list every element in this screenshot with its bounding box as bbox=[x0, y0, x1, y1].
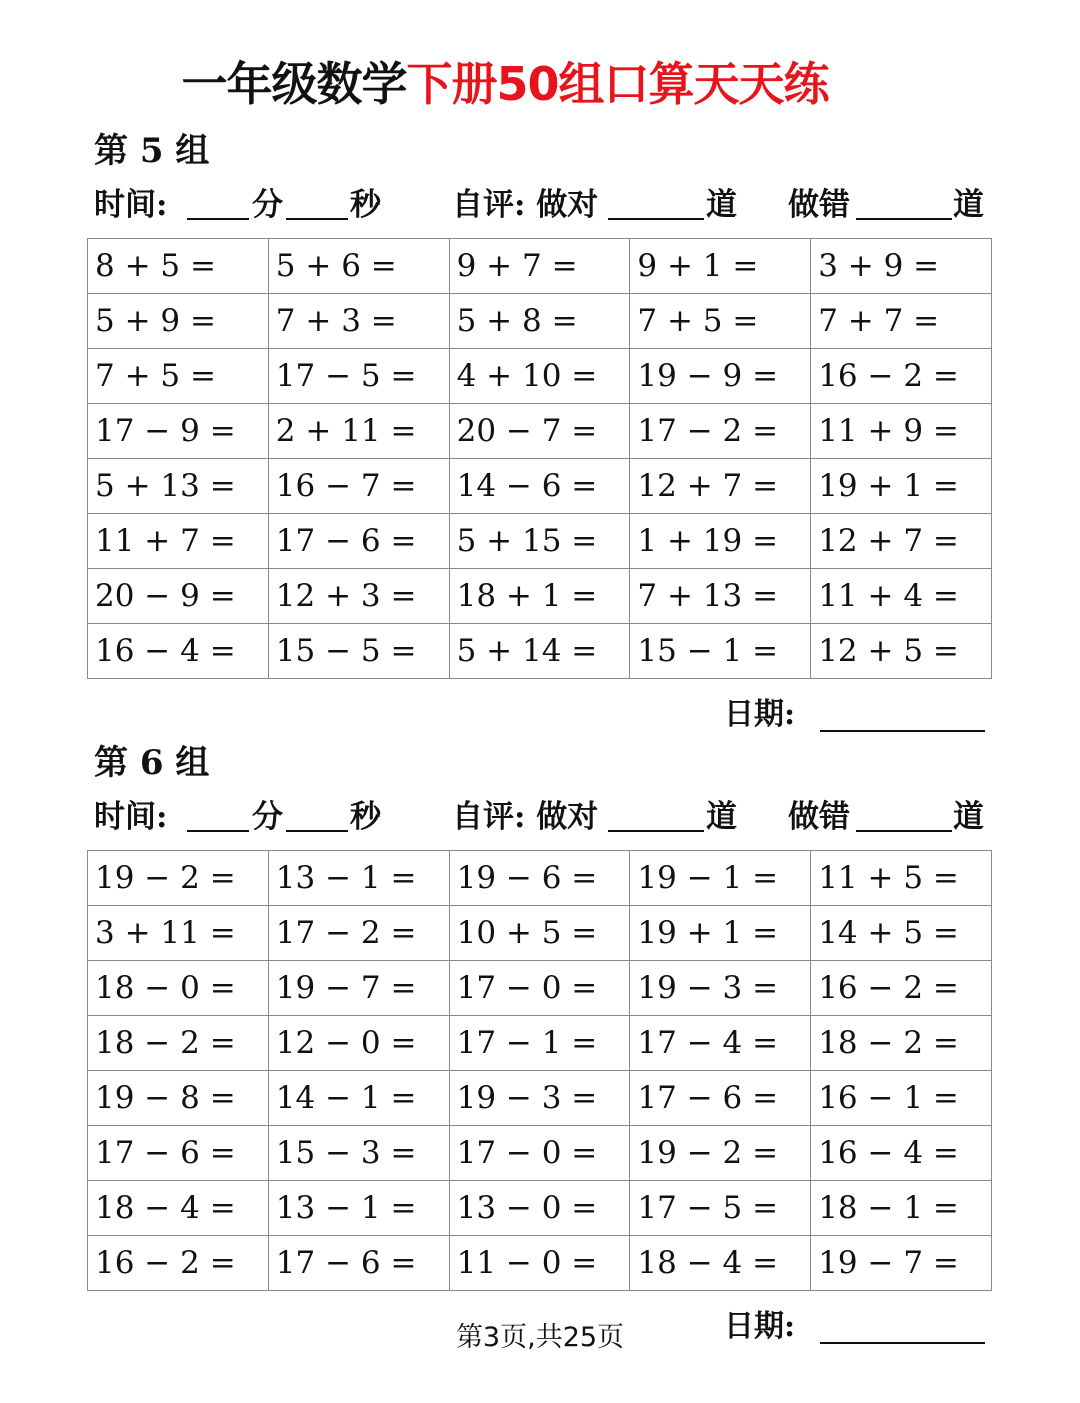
problem-cell[interactable]: 15 − 1 = bbox=[630, 624, 811, 679]
problem-cell[interactable]: 9 + 7 = bbox=[449, 239, 630, 294]
table-row bbox=[88, 239, 992, 294]
wrong-label: 做错 bbox=[788, 799, 850, 835]
table-row bbox=[88, 514, 992, 569]
problem-cell[interactable]: 19 + 1 = bbox=[811, 459, 992, 514]
problem-cell[interactable]: 17 − 5 = bbox=[630, 1181, 811, 1236]
problem-cell[interactable]: 17 − 6 = bbox=[630, 1071, 811, 1126]
table-row bbox=[88, 1181, 992, 1236]
problem-cell[interactable]: 7 + 3 = bbox=[268, 294, 449, 349]
problem-cell[interactable]: 17 − 2 = bbox=[630, 404, 811, 459]
time-label: 时间: bbox=[94, 799, 168, 835]
problem-cell[interactable]: 7 + 5 = bbox=[88, 349, 269, 404]
problem-cell[interactable]: 11 − 0 = bbox=[449, 1236, 630, 1291]
minute-label: 分 bbox=[252, 799, 283, 835]
problem-cell[interactable]: 20 − 9 = bbox=[88, 569, 269, 624]
problem-cell[interactable]: 18 − 4 = bbox=[630, 1236, 811, 1291]
problem-cell[interactable]: 19 − 3 = bbox=[630, 961, 811, 1016]
table-row bbox=[88, 1071, 992, 1126]
problem-cell[interactable]: 17 − 5 = bbox=[268, 349, 449, 404]
problem-cell[interactable]: 14 − 6 = bbox=[449, 459, 630, 514]
problem-cell[interactable]: 12 + 3 = bbox=[268, 569, 449, 624]
problem-cell[interactable]: 17 − 6 = bbox=[88, 1126, 269, 1181]
problem-cell[interactable]: 1 + 19 = bbox=[630, 514, 811, 569]
minute-label: 分 bbox=[252, 187, 283, 223]
problem-cell[interactable]: 18 + 1 = bbox=[449, 569, 630, 624]
problem-cell[interactable]: 16 − 2 = bbox=[811, 961, 992, 1016]
problem-cell[interactable]: 11 + 4 = bbox=[811, 569, 992, 624]
problem-cell[interactable]: 19 − 7 = bbox=[811, 1236, 992, 1291]
problem-cell[interactable]: 12 + 7 = bbox=[811, 514, 992, 569]
table-row bbox=[88, 569, 992, 624]
table-row bbox=[88, 961, 992, 1016]
problem-cell[interactable]: 7 + 5 = bbox=[630, 294, 811, 349]
problem-cell[interactable]: 3 + 11 = bbox=[88, 906, 269, 961]
page-footer: 第3页,共25页 bbox=[455, 1322, 625, 1353]
problem-cell[interactable]: 7 + 7 = bbox=[811, 294, 992, 349]
problem-cell[interactable]: 11 + 5 = bbox=[811, 851, 992, 906]
problem-cell[interactable]: 18 − 0 = bbox=[88, 961, 269, 1016]
page-title-highlight: 下册50组口算天天练 bbox=[406, 57, 829, 111]
page-title bbox=[0, 52, 1010, 116]
wrong-count-blank[interactable] bbox=[856, 218, 952, 220]
problem-cell[interactable]: 7 + 13 = bbox=[630, 569, 811, 624]
table-row bbox=[88, 459, 992, 514]
date-blank[interactable] bbox=[820, 730, 985, 732]
problem-cell[interactable]: 14 + 5 = bbox=[811, 906, 992, 961]
correct-count-blank[interactable] bbox=[608, 218, 704, 220]
table-row bbox=[88, 1016, 992, 1071]
problem-cell[interactable]: 19 − 2 = bbox=[88, 851, 269, 906]
problem-cell[interactable]: 19 − 1 = bbox=[630, 851, 811, 906]
table-row bbox=[88, 1126, 992, 1181]
problem-cell[interactable]: 5 + 8 = bbox=[449, 294, 630, 349]
table-row bbox=[88, 624, 992, 679]
problem-cell[interactable]: 17 − 9 = bbox=[88, 404, 269, 459]
correct-count-blank[interactable] bbox=[608, 830, 704, 832]
problem-cell[interactable]: 17 − 6 = bbox=[268, 514, 449, 569]
minute-blank[interactable] bbox=[187, 218, 249, 220]
table-row bbox=[88, 404, 992, 459]
time-label: 时间: bbox=[94, 187, 168, 223]
problem-cell[interactable]: 19 − 9 = bbox=[630, 349, 811, 404]
problem-cell[interactable]: 17 − 0 = bbox=[449, 1126, 630, 1181]
problem-cell[interactable]: 10 + 5 = bbox=[449, 906, 630, 961]
meta-row bbox=[0, 792, 1080, 842]
self-eval-label: 自评: 做对 bbox=[452, 187, 599, 223]
problem-cell[interactable]: 13 − 1 = bbox=[268, 851, 449, 906]
table-row bbox=[88, 294, 992, 349]
group-title: 第 6 组 bbox=[94, 743, 210, 783]
problem-cell[interactable]: 5 + 13 = bbox=[88, 459, 269, 514]
problem-cell[interactable]: 17 − 1 = bbox=[449, 1016, 630, 1071]
problem-cell[interactable]: 11 + 7 = bbox=[88, 514, 269, 569]
problem-cell[interactable]: 18 − 4 = bbox=[88, 1181, 269, 1236]
correct-unit: 道 bbox=[706, 799, 737, 835]
table-row bbox=[88, 1236, 992, 1291]
problem-cell[interactable]: 15 − 3 = bbox=[268, 1126, 449, 1181]
table-row bbox=[88, 851, 992, 906]
correct-unit: 道 bbox=[706, 187, 737, 223]
problem-cell[interactable]: 19 − 2 = bbox=[630, 1126, 811, 1181]
table-row bbox=[88, 906, 992, 961]
problem-cell[interactable]: 18 − 2 = bbox=[88, 1016, 269, 1071]
meta-row bbox=[0, 180, 1080, 230]
minute-blank[interactable] bbox=[187, 830, 249, 832]
second-label: 秒 bbox=[350, 187, 381, 223]
exercise-group bbox=[0, 128, 1080, 732]
problem-cell[interactable]: 11 + 9 = bbox=[811, 404, 992, 459]
date-label: 日期: bbox=[724, 697, 796, 732]
problem-cell[interactable]: 15 − 5 = bbox=[268, 624, 449, 679]
problem-cell[interactable]: 18 − 2 = bbox=[811, 1016, 992, 1071]
date-label: 日期: bbox=[724, 1309, 796, 1344]
problem-cell[interactable]: 14 − 1 = bbox=[268, 1071, 449, 1126]
problem-cell[interactable]: 19 − 3 = bbox=[449, 1071, 630, 1126]
problem-cell[interactable]: 16 − 1 = bbox=[811, 1071, 992, 1126]
problem-cell[interactable]: 5 + 14 = bbox=[449, 624, 630, 679]
page-title-main: 一年级数学 bbox=[181, 57, 407, 111]
group-title: 第 5 组 bbox=[94, 131, 210, 171]
problem-cell[interactable]: 5 + 15 = bbox=[449, 514, 630, 569]
second-blank[interactable] bbox=[286, 218, 348, 220]
problem-cell[interactable]: 5 + 6 = bbox=[268, 239, 449, 294]
problem-cell[interactable]: 2 + 11 = bbox=[268, 404, 449, 459]
second-label: 秒 bbox=[350, 799, 381, 835]
problem-cell[interactable]: 13 − 0 = bbox=[449, 1181, 630, 1236]
problem-cell[interactable]: 12 + 5 = bbox=[811, 624, 992, 679]
problem-table bbox=[87, 238, 992, 679]
problem-cell[interactable]: 16 − 4 = bbox=[811, 1126, 992, 1181]
problem-cell[interactable]: 13 − 1 = bbox=[268, 1181, 449, 1236]
exercise-group bbox=[0, 740, 1080, 1344]
problem-cell[interactable]: 5 + 9 = bbox=[88, 294, 269, 349]
problem-cell[interactable]: 16 − 4 = bbox=[88, 624, 269, 679]
problem-cell[interactable]: 4 + 10 = bbox=[449, 349, 630, 404]
problem-cell[interactable]: 12 + 7 = bbox=[630, 459, 811, 514]
problem-cell[interactable]: 17 − 6 = bbox=[268, 1236, 449, 1291]
problem-cell[interactable]: 16 − 2 = bbox=[88, 1236, 269, 1291]
problem-cell[interactable]: 8 + 5 = bbox=[88, 239, 269, 294]
wrong-unit: 道 bbox=[953, 799, 984, 835]
problem-cell[interactable]: 19 − 6 = bbox=[449, 851, 630, 906]
problem-table bbox=[87, 850, 992, 1291]
problem-cell[interactable]: 16 − 2 = bbox=[811, 349, 992, 404]
problem-cell[interactable]: 17 − 0 = bbox=[449, 961, 630, 1016]
second-blank[interactable] bbox=[286, 830, 348, 832]
wrong-count-blank[interactable] bbox=[856, 830, 952, 832]
wrong-label: 做错 bbox=[788, 187, 850, 223]
problem-cell[interactable]: 3 + 9 = bbox=[811, 239, 992, 294]
problem-cell[interactable]: 9 + 1 = bbox=[630, 239, 811, 294]
problem-cell[interactable]: 17 − 4 = bbox=[630, 1016, 811, 1071]
problem-cell[interactable]: 19 + 1 = bbox=[630, 906, 811, 961]
table-row bbox=[88, 349, 992, 404]
problem-cell[interactable]: 18 − 1 = bbox=[811, 1181, 992, 1236]
date-row bbox=[0, 690, 1080, 740]
problem-cell[interactable]: 16 − 7 = bbox=[268, 459, 449, 514]
problem-cell[interactable]: 19 − 8 = bbox=[88, 1071, 269, 1126]
wrong-unit: 道 bbox=[953, 187, 984, 223]
problem-cell[interactable]: 20 − 7 = bbox=[449, 404, 630, 459]
problem-cell[interactable]: 12 − 0 = bbox=[268, 1016, 449, 1071]
problem-cell[interactable]: 19 − 7 = bbox=[268, 961, 449, 1016]
problem-cell[interactable]: 17 − 2 = bbox=[268, 906, 449, 961]
self-eval-label: 自评: 做对 bbox=[452, 799, 599, 835]
